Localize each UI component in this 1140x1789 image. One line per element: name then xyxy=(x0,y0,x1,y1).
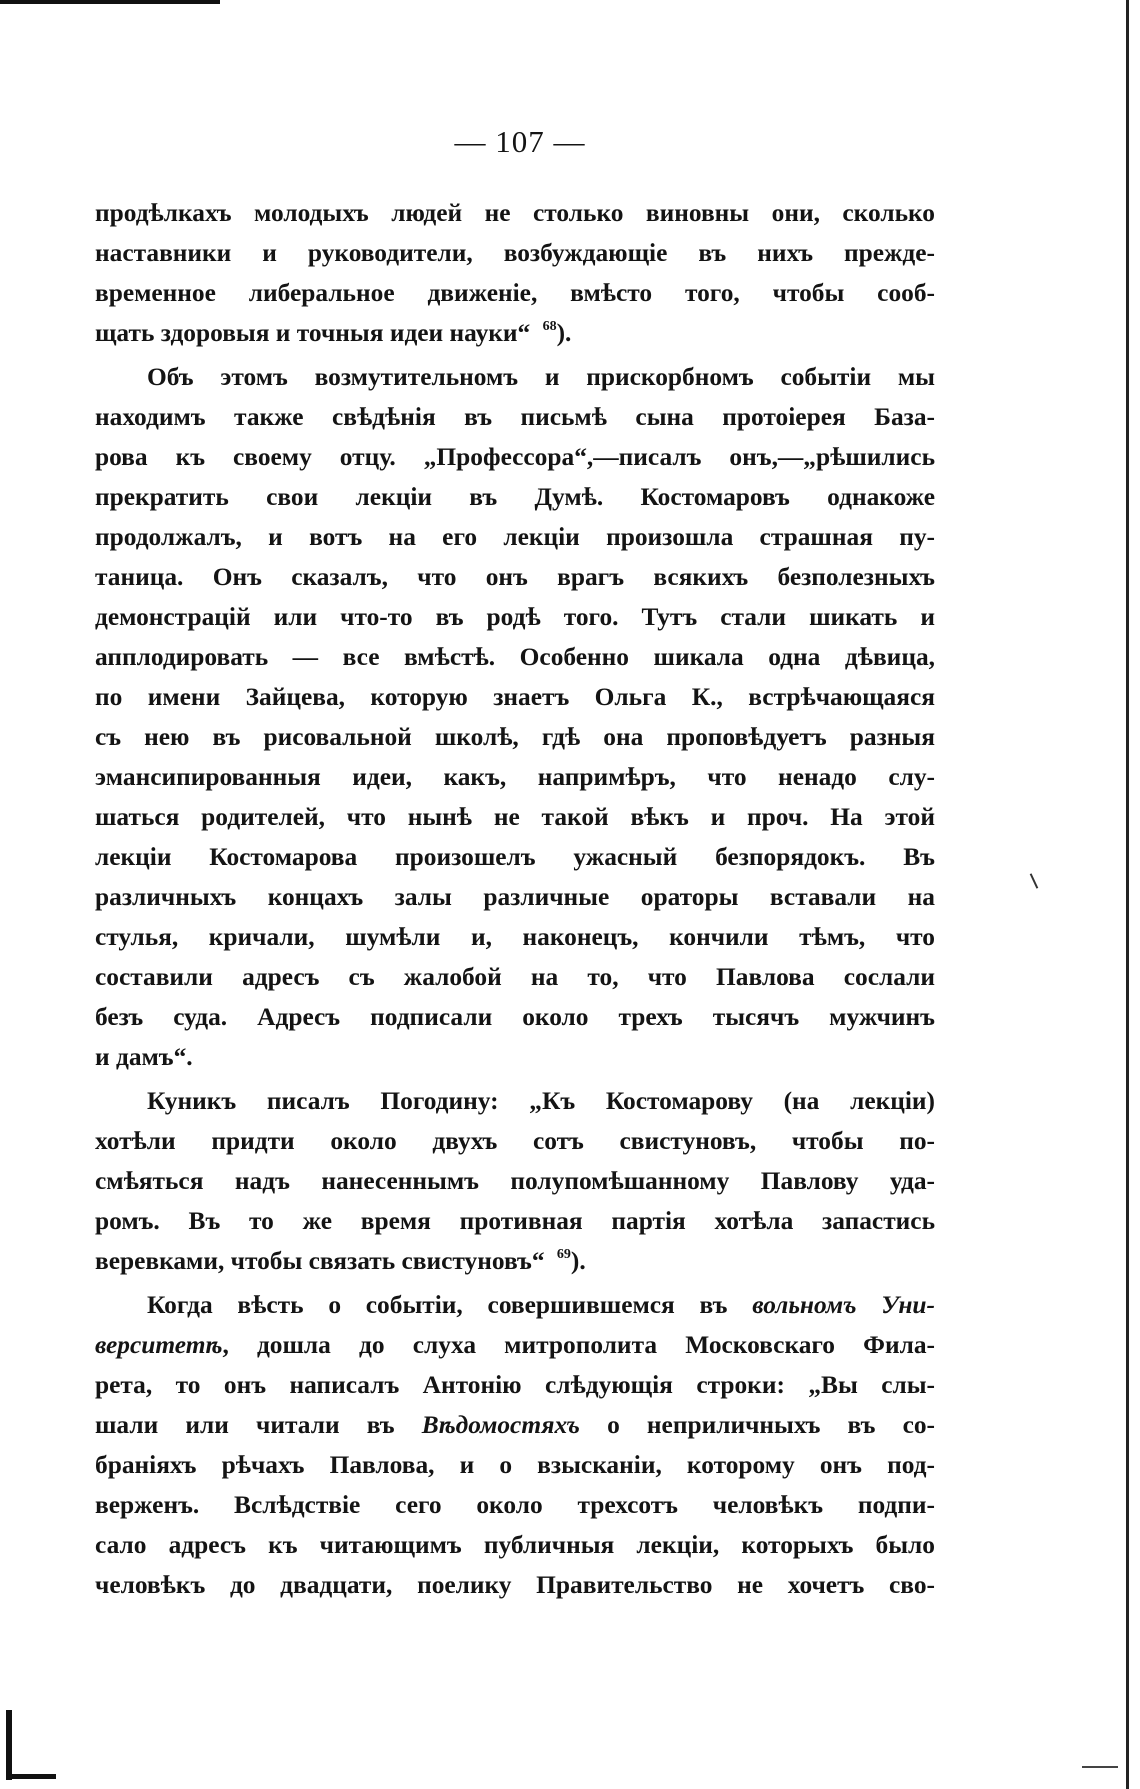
text-line xyxy=(95,313,935,353)
page-number: — 107 — xyxy=(454,124,586,159)
text-line: лекціи Костомарова произошелъ ужасный безпорядокъ. Въ xyxy=(95,843,935,871)
text-line: хотѣли придти около двухъ сотъ свистуновъ, чтобы по- xyxy=(95,1127,935,1155)
text-line: смѣяться надъ нанесеннымъ полупомѣшанному Павлову уда- xyxy=(95,1167,935,1195)
text-line: апплодировать — все вмѣстѣ. Особенно шикала одна дѣвица, xyxy=(95,643,935,671)
text-line: Куникъ писалъ Погодину: „Къ Костомарову (на лекціи) xyxy=(147,1087,935,1115)
text-segment: о неприличныхъ въ со- xyxy=(579,1411,935,1439)
italic-segment: Вѣдомостяхъ xyxy=(421,1411,580,1439)
text-line: человѣкъ до двадцати, поелику Правительство не хочетъ сво- xyxy=(95,1571,935,1599)
text-line: шаться родителей, что нынѣ не такой вѣкъ и проч. На этой xyxy=(95,803,935,831)
text-segment: Когда вѣсть о событіи, совершившемся въ xyxy=(147,1291,753,1319)
paragraph-4 xyxy=(95,1285,935,1605)
footnote-ref: 68 xyxy=(542,319,557,334)
text-segment: ). xyxy=(570,1247,586,1275)
text-line: верженъ. Вслѣдствіе сего около трехсотъ человѣкъ подпи- xyxy=(95,1491,935,1519)
text-line: временное либеральное движеніе, вмѣсто того, чтобы сооб- xyxy=(95,279,935,307)
scan-edge-top xyxy=(0,0,220,4)
italic-segment: верситетѣ xyxy=(95,1331,223,1359)
paragraph-1 xyxy=(95,193,935,353)
text-line: таница. Онъ сказалъ, что онъ врагъ всякихъ безполезныхъ xyxy=(95,563,935,591)
text-line: различныхъ концахъ залы различные ораторы вставали на xyxy=(95,883,935,911)
scan-mark-bottom-right xyxy=(1082,1766,1118,1768)
text-line: составили адресъ съ жалобой на то, что Павлова сослали xyxy=(95,963,935,991)
paragraph-3 xyxy=(95,1081,935,1281)
text-line: сало адресъ къ читающимъ публичныя лекціи, которыхъ было xyxy=(95,1531,935,1559)
footnote-ref: 69 xyxy=(556,1247,571,1262)
text-line xyxy=(95,1285,935,1325)
text-line: продолжалъ, и вотъ на его лекціи произошла страшная пу- xyxy=(95,523,935,551)
paragraph-2 xyxy=(95,357,935,1077)
text-line: и дамъ“. xyxy=(95,1043,193,1071)
scan-stray-mark xyxy=(1030,873,1039,888)
scan-mark-bottom-left xyxy=(6,1710,12,1780)
text-line: находимъ также свѣдѣнія въ письмѣ сына протоіерея База- xyxy=(95,403,935,431)
text-line: рова къ своему отцу. „Профессора“,—писалъ онъ,—„рѣшились xyxy=(95,443,935,471)
text-line: браніяхъ рѣчахъ Павлова, и о взысканіи, которому онъ под- xyxy=(95,1451,935,1479)
text-line xyxy=(95,1405,935,1445)
text-line: эмансипированныя идеи, какъ, напримѣръ, что ненадо слу- xyxy=(95,763,935,791)
text-line: Объ этомъ возмутительномъ и прискорбномъ событіи мы xyxy=(147,363,935,391)
text-line: демонстрацій или что-то въ родѣ того. Тутъ стали шикать и xyxy=(95,603,935,631)
text-line: по имени Зайцева, которую знаетъ Ольга К., встрѣчающаяся xyxy=(95,683,935,711)
text-line: прекратить свои лекціи въ Думѣ. Костомаровъ однакоже xyxy=(95,483,935,511)
text-line: ромъ. Въ то же время противная партія хотѣла запастись xyxy=(95,1207,935,1235)
text-segment: ). xyxy=(556,319,572,347)
text-line xyxy=(95,1241,935,1281)
text-segment: шали или читали въ xyxy=(95,1411,422,1439)
scan-mark-bottom-left-base xyxy=(6,1774,56,1779)
text-segment: щать здоровыя и точныя идеи науки“ xyxy=(95,319,537,347)
scan-edge-right xyxy=(1126,0,1129,1789)
text-line xyxy=(95,1325,935,1365)
text-line: съ нею въ рисовальной школѣ, гдѣ она проповѣдуетъ разныя xyxy=(95,723,935,751)
page-text xyxy=(95,193,935,1605)
text-line: продѣлкахъ молодыхъ людей не столько виновны они, сколько xyxy=(95,199,935,227)
text-line: наставники и руководители, возбуждающіе въ нихъ прежде- xyxy=(95,239,935,267)
text-line: рета, то онъ написалъ Антонію слѣдующія строки: „Вы слы- xyxy=(95,1371,935,1399)
text-segment: веревками, чтобы связать свистуновъ“ xyxy=(95,1247,551,1275)
text-segment: , дошла до слуха митрополита Московскаго Фила- xyxy=(222,1331,935,1359)
italic-segment: вольномъ Уни- xyxy=(752,1291,936,1319)
text-line: стулья, кричали, шумѣли и, наконецъ, кончили тѣмъ, что xyxy=(95,923,935,951)
text-line: безъ суда. Адресъ подписали около трехъ тысячъ мужчинъ xyxy=(95,1003,935,1031)
